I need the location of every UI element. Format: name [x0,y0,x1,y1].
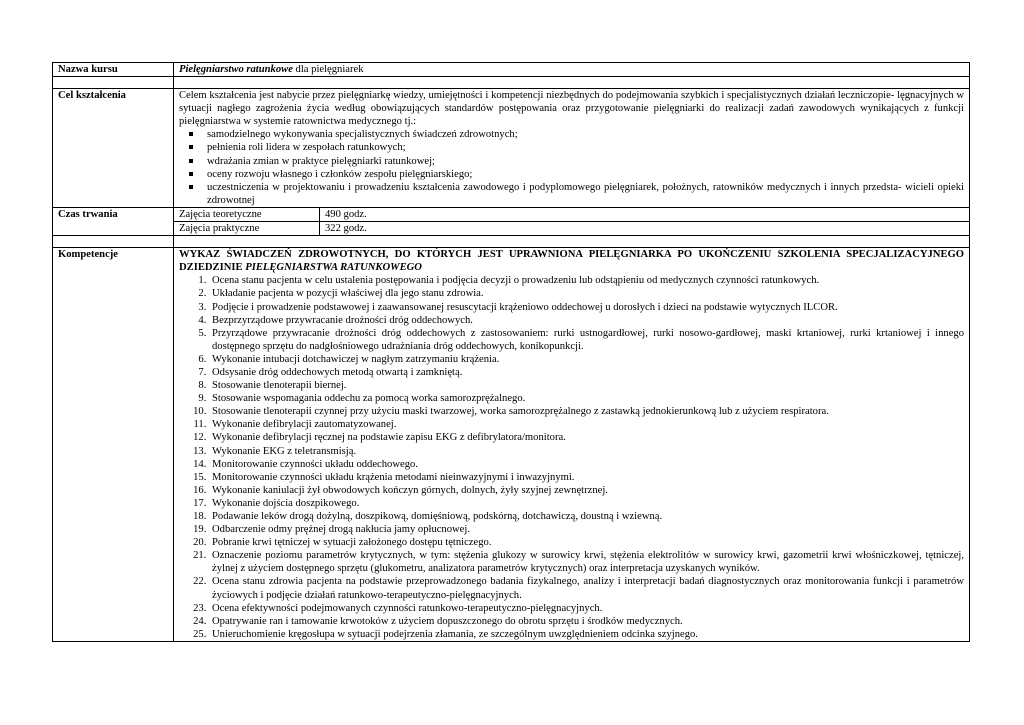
competence-item: 8. Stosowanie tlenoterapii biernej. [209,379,964,392]
duration-theory-name: Zajęcia teoretyczne [179,208,320,221]
duration-theory-cell [174,207,970,221]
competence-item: 20. Pobranie krwi tętniczej w sytuacji założonego dostępu tętniczego. [209,536,964,549]
competences-heading-italic: PIELĘGNIARSTWA RATUNKOWEGO [245,262,422,274]
competence-item: 6. Wykonanie intubacji dotchawiczej w nagłym zatrzymaniu krążenia. [209,353,964,366]
course-table [52,62,970,642]
competence-item: 1. Ocena stanu pacjenta w celu ustalenia postępowania i podjęcia decyzji o prowadzeniu lub odstąpieniu od medycznych czynności ratunkowych. [209,274,964,287]
competence-item: 7. Odsysanie dróg oddechowych metodą otwartą i zamkniętą. [209,366,964,379]
competence-item: 10. Stosowanie tlenoterapii czynnej przy użyciu maski twarzowej, worka samorozprężalnego z zastawką jednokierunkową lub z użyciem respiratora. [209,405,964,418]
spacer-row [53,236,970,248]
competence-item: 23. Ocena efektywności podejmowanych czynności ratunkowo-terapeutyczno-pielęgnacyjnych. [209,602,964,615]
competence-item: 4. Bezprzyrządowe przywracanie drożności dróg oddechowych. [209,314,964,327]
goal-row [53,89,970,208]
spacer-row [53,77,970,89]
competence-item: 2. Układanie pacjenta w pozycji właściwej dla jego stanu zdrowia. [209,287,964,300]
competence-item: 3. Podjęcie i prowadzenie podstawowej i zaawansowanej resuscytacji krążeniowo oddechowej u dorosłych i dzieci na podstawie wytycznych ILCOR. [209,301,964,314]
competences-heading [179,248,964,274]
course-name-row [53,63,970,77]
competence-item: 18. Podawanie leków drogą dożylną, doszpikową, domięśniową, podskórną, dotchawiczą, doustną i wziewną. [209,510,964,523]
competence-item: 24. Opatrywanie ran i tamowanie krwotoków z użyciem dopuszczonego do obrotu sprzętu i środków medycznych. [209,615,964,628]
competence-item: 16. Wykonanie kaniulacji żył obwodowych kończyn górnych, dolnych, żyły szyjnej zewnętrznej. [209,484,964,497]
course-name-value [174,63,970,77]
duration-row [53,207,970,221]
duration-practice-value: 322 godz. [325,223,367,235]
competence-item: 9. Stosowanie wspomagania oddechu za pomocą worka samorozprężalnego. [209,392,964,405]
duration-theory-value: 490 godz. [325,208,367,220]
competence-item: 25. Unieruchomienie kręgosłupa w sytuacji podejrzenia złamania, ze szczególnym uwzględnieniem odcinka szyjnego. [209,628,964,641]
course-name-rest: dla pielęgniarek [292,64,364,75]
document-page [52,62,970,642]
competence-item: 5. Przyrządowe przywracanie drożności dróg oddechowych z zastosowaniem: rurki ustnogardłowej, rurki nosowo-gardłowej, maski krtaniowej, rurki krtaniowej i innego dostępnego sprzętu do nadgłośniowego udrażniania dróg oddechowych, konikopunkcji. [209,327,964,353]
goal-content [174,89,970,208]
goal-intro: Celem kształcenia jest nabycie przez pielęgniarkę wiedzy, umiejętności i kompetencji niezbędnych do podejmowania szybkich i specjalistycznych działań leczniczopie- lęgnacyjnych w sytuacji nagłego zagrożenia życia według obowiązujących standardów postępowania oraz przygotowanie pielęgniarki do realizacji zadań zawodowych wynikających z funkcji pielęgniarstwa w systemie ratownictwa medycznego tj.: [179,90,964,128]
competence-item: 11. Wykonanie defibrylacji zautomatyzowanej. [209,418,964,431]
competence-item: 14. Monitorowanie czynności układu oddechowego. [209,458,964,471]
goal-bullet: pełnienia roli lidera w zespołach ratunkowych; [189,141,964,154]
competences-heading-text: WYKAZ ŚWIADCZEŃ ZDROWOTNYCH, DO KTÓRYCH JEST UPRAWNIONA PIELĘGNIARKA PO UKOŃCZENIU SZKOLENIA SPECJALIZACYJNEGO DZIEDZINIE [179,249,964,274]
competence-item: 12. Wykonanie defibrylacji ręcznej na podstawie zapisu EKG z defibrylatora/monitora. [209,431,964,444]
goal-bullet: samodzielnego wykonywania specjalistycznych świadczeń zdrowotnych; [189,128,964,141]
duration-row-2 [53,222,970,236]
competence-item: 17. Wykonanie dojścia doszpikowego. [209,497,964,510]
duration-practice-cell [174,222,970,236]
course-name-label: Nazwa kursu [53,63,174,77]
goal-label: Cel kształcenia [53,89,174,208]
competences-list [179,274,964,641]
goal-bullet-list [179,128,964,207]
competence-item: 21. Oznaczenie poziomu parametrów krytycznych, w tym: stężenia glukozy w surowicy krwi, stężenia elektrolitów w surowicy krwi, gazometrii krwi włośniczkowej, tętniczej, żylnej z użyciem dostępnego sprzętu (glukometru, analizatora parametrów krytycznych) oraz interpretacja uzyskanych wyników. [209,549,964,575]
competence-item: 15. Monitorowanie czynności układu krążenia metodami nieinwazyjnymi i inwazyjnymi. [209,471,964,484]
competences-row [53,248,970,642]
duration-label: Czas trwania [53,207,174,235]
competence-item: 22. Ocena stanu zdrowia pacjenta na podstawie przeprowadzonego badania fizykalnego, analizy i interpretacji badań diagnostycznych oraz monitorowania funkcji i parametrów życiowych i podjęcie działań ratunkowo-terapeutyczno-pielęgnacyjnych. [209,575,964,601]
duration-practice-name: Zajęcia praktyczne [179,222,320,235]
course-name-italic: Pielęgniarstwo ratunkowe [179,64,293,75]
goal-bullet: wdrażania zmian w praktyce pielęgniarki ratunkowej; [189,155,964,168]
competences-label: Kompetencje [53,248,174,642]
competences-content [174,248,970,642]
competence-item: 19. Odbarczenie odmy prężnej drogą nakłucia jamy opłucnowej. [209,523,964,536]
goal-bullet: uczestniczenia w projektowaniu i prowadzeniu kształcenia zawodowego i podyplomowego pielęgniarek, położnych, ratowników medycznych i innych przedsta- wicieli opieki zdrowotnej [189,181,964,207]
goal-bullet: oceny rozwoju własnego i członków zespołu pielęgniarskiego; [189,168,964,181]
competence-item: 13. Wykonanie EKG z teletransmisją. [209,445,964,458]
